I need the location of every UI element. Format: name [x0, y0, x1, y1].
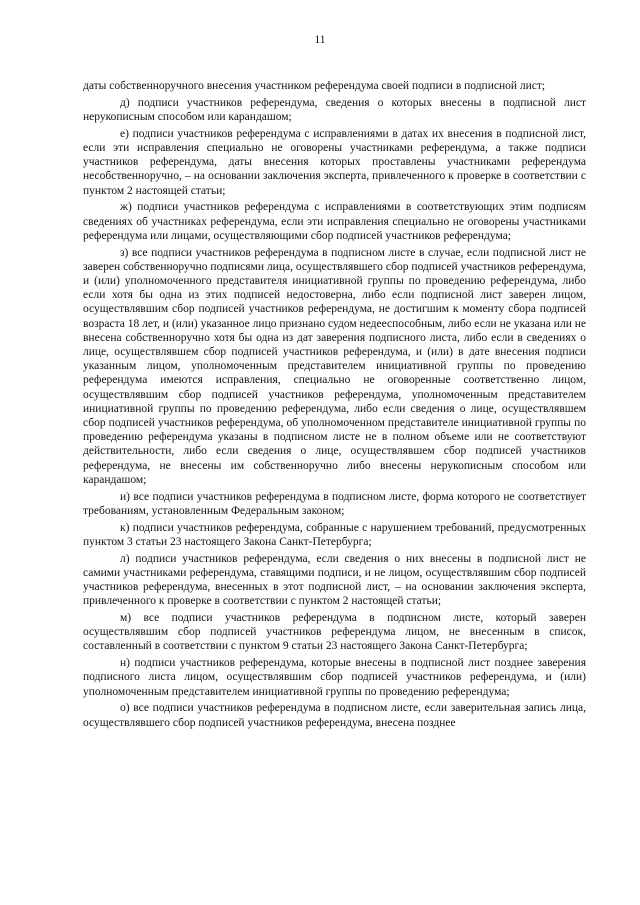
- paragraph-item-m: м) все подписи участников референдума в подписном листе, который заверен осуществлявшим сбор подписей участников референдума лицом, не внесенным в список, составленный в соответствии с пунктом 9 статьи 23 настоящего Закона Санкт-Петербурга;: [83, 612, 586, 653]
- document-body: [83, 79, 586, 730]
- paragraph-item-e: е) подписи участников референдума с исправлениями в датах их внесения в подписной лист, если эти исправления специально не оговорены участниками референдума, а также подписи участников референдума, даты внесения которых проставлены участниками референдума несобственноручно, – на основании заключения эксперта, привлеченного к проверке в соответствии с пунктом 2 настоящей статьи;: [83, 127, 586, 197]
- paragraph-item-k: к) подписи участников референдума, собранные с нарушением требований, предусмотренных пунктом 3 статьи 23 настоящего Закона Санкт-Петербурга;: [83, 521, 586, 548]
- paragraph-continuation: даты собственноручного внесения участником референдума своей подписи в подписной лист;: [83, 80, 546, 92]
- paragraph-item-zh: ж) подписи участников референдума с исправлениями в соответствующих этим подписям сведениях об участниках референдума, если эти исправления специально не оговорены участниками референдума или лицами, осуществляющими сбор подписей участников референдума;: [83, 201, 586, 242]
- paragraph-item-o: о) все подписи участников референдума в подписном листе, если заверительная запись лица, осуществлявшего сбор подписей участников референдума, внесена позднее: [83, 702, 586, 729]
- paragraph-item-l: л) подписи участников референдума, если сведения о них внесены в подписной лист не самими участниками референдума, ставящими подписи, и не лицом, осуществлявшим сбор подписей участников референдума, внесенных в этот подписной лист, – на основании заключения эксперта, привлеченного к проверке в соответствии с пунктом 2 настоящей статьи;: [83, 552, 586, 608]
- paragraph-item-d: д) подписи участников референдума, сведения о которых внесены в подписной лист нерукописным способом или карандашом;: [83, 96, 586, 123]
- paragraph-item-i: и) все подписи участников референдума в подписном листе, форма которого не соответствует требованиям, установленным Федеральным законом;: [83, 490, 586, 517]
- paragraph-item-n: н) подписи участников референдума, которые внесены в подписной лист позднее заверения подписного листа лицом, осуществлявшим сбор подписей участников референдума, и (или) уполномоченным представителем инициативной группы по проведению референдума;: [83, 657, 586, 698]
- page-number: 11: [314, 34, 326, 46]
- paragraph-item-z: з) все подписи участников референдума в подписном листе в случае, если подписной лист не заверен собственноручно подписями лица, осуществлявшего сбор подписей участников референдума, и (или) уполномоченного представителя инициативной группы по проведению референдума, либо если хотя бы одна из этих подписей недостоверна, либо если подписной лист заверен лицом, осуществлявшим сбор подписей участников референдума, не достигшим к моменту сбора подписей возраста 18 лет, и (или) указанное лицо признано судом недееспособным, либо если не указана или не внесена собственноручно хотя бы одна из дат заверения подписного листа, либо если в сведениях о лице, осуществлявшем сбор подписей участников референдума, и (или) в дате внесения подписи указанным лицом, уполномоченным представителем инициативной группы по проведению референдума имеются исправления, специально не оговоренные соответственно лицом, осуществлявшим сбор подписей участников референдума, уполномоченным представителем инициативной группы по проведению референдума, либо если сведения о лице, осуществлявшем сбор подписей участников референдума, об уполномоченном представителе инициативной группы по проведению референдума указаны в подписном листе не в полном объеме или не соответствуют действительности, либо если сведения о лице, осуществлявшем сбор подписей участников референдума, не внесены им собственноручно либо внесены нерукописным способом или карандашом;: [83, 246, 586, 486]
